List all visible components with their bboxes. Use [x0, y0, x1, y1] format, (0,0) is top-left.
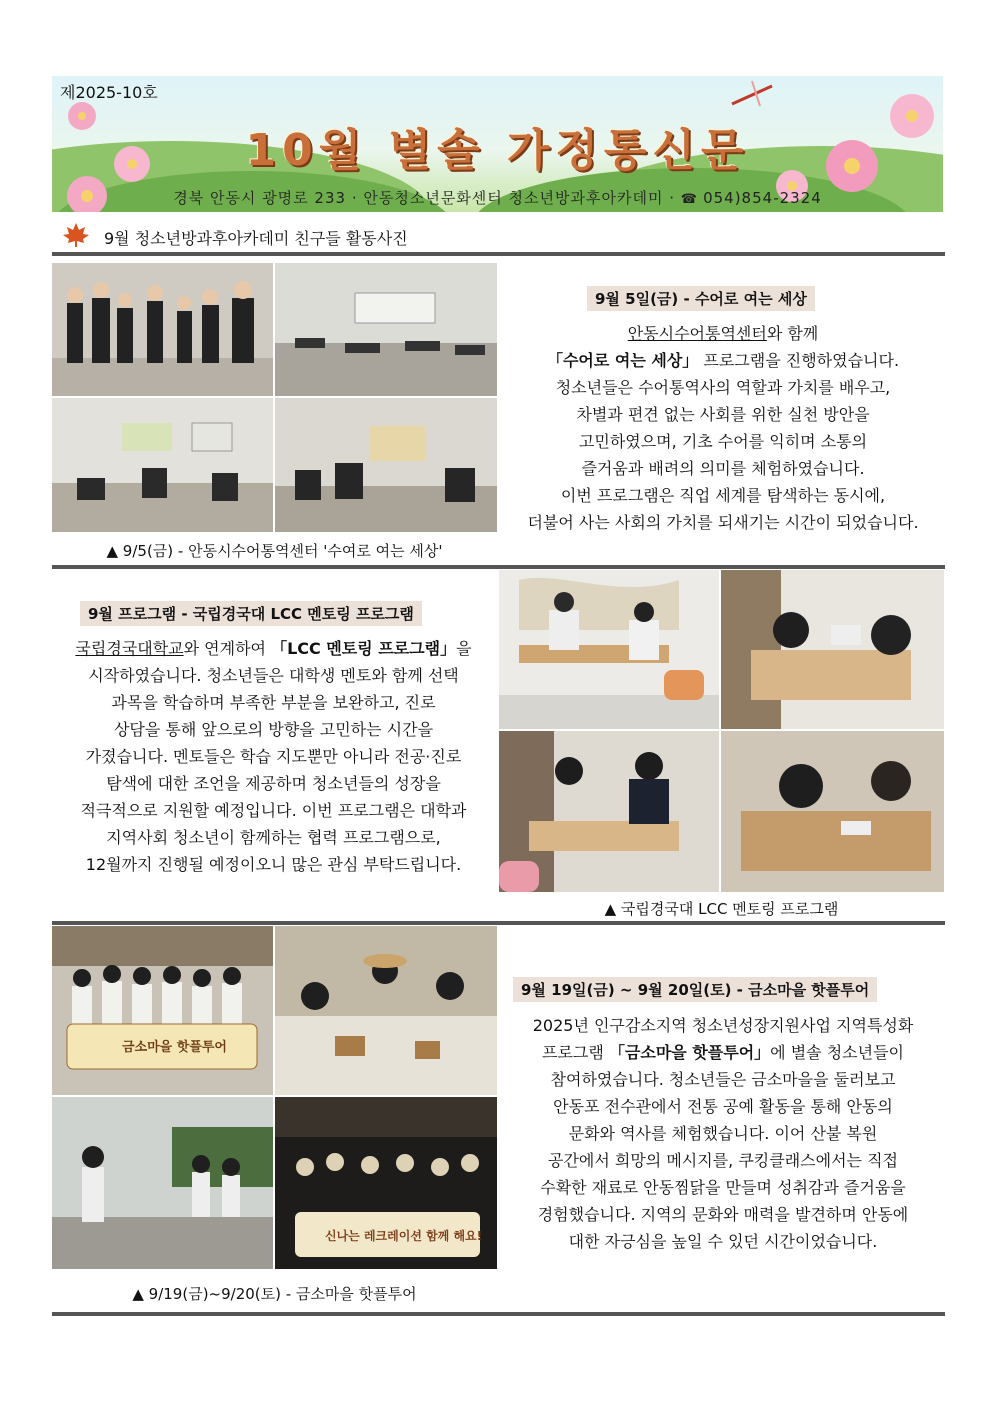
section1-body: 안동시수어통역센터와 함께 「수어로 여는 세상」 프로그램을 진행하였습니다. 청소년들은 수어통역사의 역할과 가치를 배우고, 차별과 편견 없는 사회를 위한 실천 방안을 고민하였으며, 기초 수어를 익히며 소통의 즐거움과 배려의 의미를 체험하였습니다. 이번 프로그램은 직업 세계를 탐색하는 동시에, 더불어 사는 사회의 가치를 되새기는 시간이 되었습니다.: [527, 324, 919, 532]
photo-mentoring-4: [721, 731, 944, 892]
tour-banner-text: 금소마을 핫플투어: [122, 1040, 227, 1055]
photo-night-recreation: [275, 1097, 497, 1269]
photo-mentoring-3: [499, 731, 719, 892]
partner-link: 국립경국대학교: [75, 639, 184, 658]
phone-number: 054)854-2324: [703, 189, 822, 207]
section3-body: 2025년 인구감소지역 청소년성장지원사업 지역특성화 프로그램 「금소마을 핫플투어」에 별솔 청소년들이 참여하였습니다. 청소년들은 금소마을을 둘러보고 안동포 전수관에서 전통 공예 활동을 통해 안동의 문화와 역사를 체험했습니다. 이어 산불 복원 공간에서 희망의 메시지를, 쿠킹클래스에서는 직접 수확한 재료로 안동찜닭을 만들며 성취감과 즐거움을 경험했습니다. 지역의 문화와 매력을 발견하며 안동에 대한 자긍심을 높일 수 있던 시간이었습니다.: [532, 1016, 914, 1251]
photo-group-pose: [52, 263, 273, 396]
section2-caption: ▲ 국립경국대 LCC 멘토링 프로그램: [604, 900, 839, 918]
section1-heading: 9월 5일(금) - 수어로 여는 세상: [587, 286, 815, 311]
section2-body: 국립경국대학교와 연계하여 「LCC 멘토링 프로그램」을 시작하였습니다. 청소년들은 대학생 멘토와 함께 선택 과목을 학습하며 부족한 부분을 보완하고, 진로 상담을 통해 앞으로의 방향을 고민하는 시간을 가졌습니다. 멘토들은 학습 지도뿐만 아니라 전공·진로 탐색에 대한 조언을 제공하며 청소년들의 성장을 적극적으로 지원할 예정입니다. 이번 프로그램은 대학과 지역사회 청소년이 함께하는 협력 프로그램으로, 12월까지 진행될 예정이오니 많은 관심 부탁드립니다.: [75, 639, 472, 874]
section1-caption: ▲ 9/5(금) - 안동시수어통역센터 '수여로 여는 세상': [106, 542, 443, 560]
photo-classroom-2: [52, 398, 273, 532]
section3-heading: 9월 19일(금) ~ 9월 20일(토) - 금소마을 핫플투어: [513, 977, 877, 1002]
divider: [52, 1312, 945, 1316]
photo-mentoring-1: [499, 570, 719, 729]
section3-caption: ▲ 9/19(금)~9/20(토) - 금소마을 핫플투어: [132, 1285, 417, 1303]
photo-mentoring-2: [721, 570, 944, 729]
photo-craft-activity: [275, 926, 497, 1095]
address-text: 경북 안동시 광명로 233 · 안동청소년문화센터 청소년방과후아카데미 ·: [173, 189, 681, 207]
recreation-banner-text: 신나는 레크레이션 함께 해요!: [325, 1229, 483, 1243]
divider: [52, 252, 945, 256]
issue-number: 제2025-10호: [60, 83, 158, 102]
newsletter-title: 10월 별솔 가정통신문: [245, 125, 750, 176]
phone-icon: ☎: [680, 192, 704, 207]
photo-tour-group: [52, 926, 273, 1095]
header-banner: [52, 76, 943, 212]
divider: [52, 921, 945, 925]
divider: [52, 565, 945, 569]
partner-link: 안동시수어통역센터: [627, 324, 767, 343]
photo-village-walk: [52, 1097, 273, 1269]
photo-classroom-1: [275, 263, 497, 396]
photo-sign-language: [275, 398, 497, 532]
activity-photos-title: 9월 청소년방과후아카데미 친구들 활동사진: [104, 229, 408, 248]
section2-heading: 9월 프로그램 - 국립경국대 LCC 멘토링 프로그램: [80, 601, 422, 626]
maple-leaf-icon: [62, 222, 90, 248]
address-line: [52, 187, 943, 208]
